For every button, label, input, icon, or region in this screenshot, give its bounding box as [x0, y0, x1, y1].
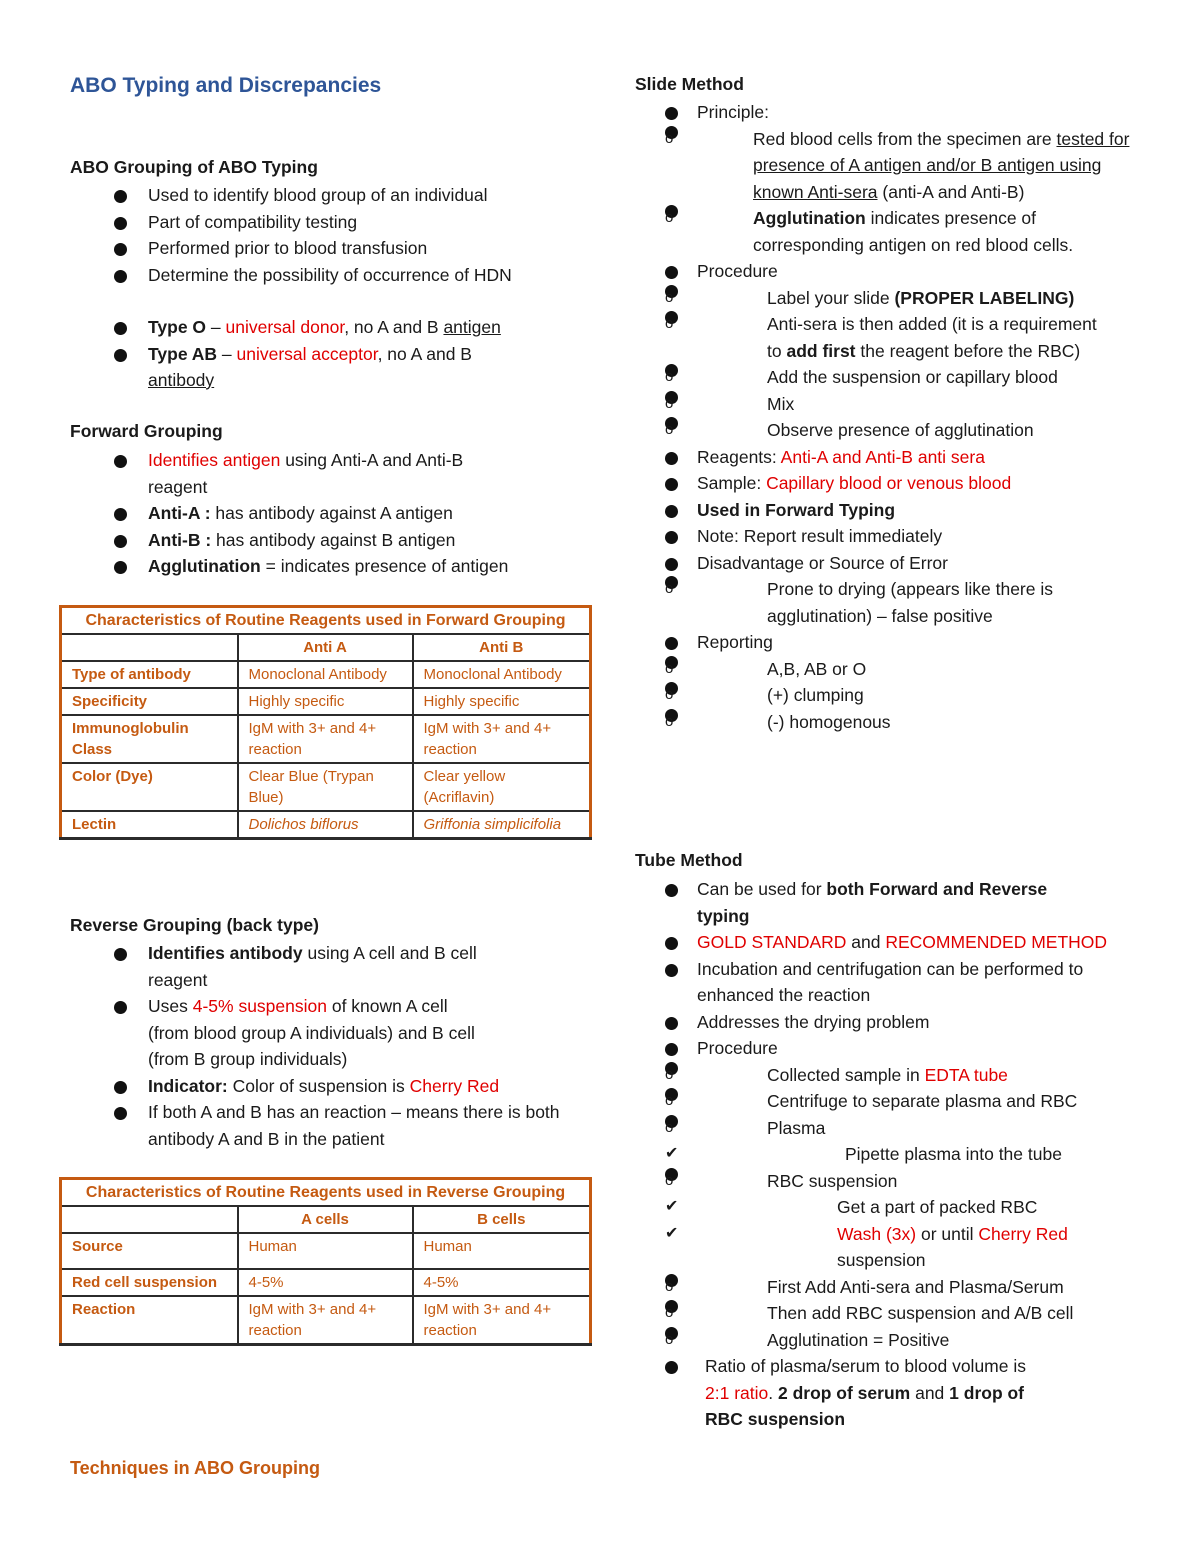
reverse-grouping-list — [70, 940, 570, 1152]
list-item: Part of compatibility testing — [70, 209, 600, 236]
abo-grouping-heading: ABO Grouping of ABO Typing — [70, 157, 318, 177]
table-row: Lectin Dolichos biflorus Griffonia simplicifolia — [61, 811, 591, 839]
list-item: Uses 4-5% suspension of known A cell (from blood group A individuals) and B cell (from B group individuals) — [70, 993, 488, 1073]
list-item: o Centrifuge to separate plasma and RBC — [635, 1088, 1135, 1115]
table-header: Anti A — [238, 634, 413, 661]
list-item: Agglutination = indicates presence of antigen — [70, 553, 520, 580]
check-item: ✔ Get a part of packed RBC — [635, 1194, 1135, 1221]
list-item: If both A and B has an reaction – means there is both antibody A and B in the patient — [70, 1099, 568, 1152]
list-item: o Mix — [635, 391, 1135, 418]
list-item: o Then add RBC suspension and A/B cell — [635, 1300, 1135, 1327]
list-item: Addresses the drying problem — [635, 1009, 1135, 1036]
tube-method-heading: Tube Method — [635, 850, 743, 870]
list-item: Used to identify blood group of an individual — [70, 182, 600, 209]
forward-reagents-table — [59, 605, 592, 840]
list-item: o Prone to drying (appears like there is agglutination) – false positive — [635, 576, 1107, 629]
check-item: ✔ Wash (3x) or until Cherry Red suspension — [635, 1221, 1105, 1274]
table-row: Immunoglobulin Class IgM with 3+ and 4+ reaction IgM with 3+ and 4+ reaction — [61, 715, 591, 763]
list-item: Anti-A : has antibody against A antigen — [70, 500, 520, 527]
reverse-grouping-heading: Reverse Grouping (back type) — [70, 915, 319, 935]
table-caption: Characteristics of Routine Reagents used in Forward Grouping — [61, 607, 591, 635]
list-item: GOLD STANDARD and RECOMMENDED METHOD — [635, 929, 1135, 956]
list-item-procedure: Procedure o Label your slide (PROPER LABELING) o Anti-sera is then added (it is a requirement to add first the reagent before the RBC) o Add the suspension or capillary blood o Mix o Observe presence of agglutination — [635, 258, 1135, 444]
tube-method-list — [635, 876, 1135, 1433]
list-item: Used in Forward Typing — [635, 497, 1135, 524]
list-item: Can be used for both Forward and Reverse typing — [635, 876, 1097, 929]
list-item-rbc: o RBC suspension ✔ Get a part of packed RBC ✔ Wash (3x) or until Cherry Red suspension — [635, 1168, 1135, 1274]
list-item: o Agglutination indicates presence of corresponding antigen on red blood cells. — [635, 205, 1135, 258]
list-item: Sample: Capillary blood or venous blood — [635, 470, 1135, 497]
table-header — [61, 634, 238, 661]
table-row: Red cell suspension 4-5% 4-5% — [61, 1269, 591, 1296]
forward-grouping-list — [70, 447, 520, 580]
table-header: B cells — [413, 1206, 591, 1233]
list-item: Indicator: Color of suspension is Cherry Red — [70, 1073, 570, 1100]
list-item: Identifies antibody using A cell and B cell reagent — [70, 940, 488, 993]
list-item: o Red blood cells from the specimen are tested for presence of A antigen and/or B antigen using known Anti-sera (anti-A and Anti-B) — [635, 126, 1135, 206]
page-title: ABO Typing and Discrepancies — [70, 74, 382, 97]
abo-grouping-list — [70, 182, 600, 394]
list-item-type-ab: Type AB – universal acceptor, no A and B antibody — [70, 341, 478, 394]
slide-method-list — [635, 99, 1135, 735]
list-item: Identifies antigen using Anti-A and Anti-B reagent — [70, 447, 520, 500]
list-item-principle: Principle: o Red blood cells from the specimen are tested for presence of A antigen and/or B antigen using known Anti-sera (anti-A and Anti-B) o Agglutination indicates presence of corresponding antigen on red blood cells. — [635, 99, 1135, 258]
table-header: Anti B — [413, 634, 591, 661]
list-item: Reagents: Anti-A and Anti-B anti sera — [635, 444, 1135, 471]
table-row: Type of antibody Monoclonal Antibody Monoclonal Antibody — [61, 661, 591, 688]
techniques-heading: Techniques in ABO Grouping — [70, 1458, 320, 1478]
slide-method-heading: Slide Method — [635, 74, 744, 94]
list-item: Anti-B : has antibody against B antigen — [70, 527, 520, 554]
list-item-procedure: Procedure o Collected sample in EDTA tube o Centrifuge to separate plasma and RBC o Plasma ✔ Pipette plasma into the tube o RBC suspension ✔ Get a part of packed RBC ✔ Wash (3x) or until Cherry Red suspension o First Add Anti-sera and Plasma/Serum o Then add RBC suspension and A/B cell o Agglutination = Positive — [635, 1035, 1135, 1353]
list-item-reporting: Reporting o A,B, AB or O o (+) clumping o (-) homogenous — [635, 629, 1135, 735]
list-item: o Add the suspension or capillary blood — [635, 364, 1135, 391]
list-item: o A,B, AB or O — [635, 656, 1135, 683]
list-item: o Agglutination = Positive — [635, 1327, 1135, 1354]
list-item: o Collected sample in EDTA tube — [635, 1062, 1135, 1089]
list-item: o Observe presence of agglutination — [635, 417, 1135, 444]
list-item-type-o: Type O – universal donor, no A and B antigen — [70, 314, 600, 341]
check-item: ✔ Pipette plasma into the tube — [635, 1141, 1135, 1168]
table-header — [61, 1206, 238, 1233]
list-item: Performed prior to blood transfusion — [70, 235, 600, 262]
list-item: o Anti-sera is then added (it is a requirement to add first the reagent before the RBC) — [635, 311, 1097, 364]
list-item: o (-) homogenous — [635, 709, 1135, 736]
list-item: Incubation and centrifugation can be performed to enhanced the reaction — [635, 956, 1127, 1009]
table-row: Source Human Human — [61, 1233, 591, 1269]
list-item: Determine the possibility of occurrence of HDN — [70, 262, 600, 289]
list-item-plasma: o Plasma ✔ Pipette plasma into the tube — [635, 1115, 1135, 1168]
table-header: A cells — [238, 1206, 413, 1233]
list-item: Note: Report result immediately — [635, 523, 1135, 550]
table-row: Color (Dye) Clear Blue (Trypan Blue) Clear yellow (Acriflavin) — [61, 763, 591, 811]
list-item-ratio: Ratio of plasma/serum to blood volume is 2:1 ratio. 2 drop of serum and 1 drop of RBC suspension — [635, 1353, 1035, 1433]
list-item: o (+) clumping — [635, 682, 1135, 709]
table-row: Reaction IgM with 3+ and 4+ reaction IgM with 3+ and 4+ reaction — [61, 1296, 591, 1345]
list-item-disadvantage: Disadvantage or Source of Error o Prone to drying (appears like there is agglutination) – false positive — [635, 550, 1135, 630]
reverse-reagents-table — [59, 1177, 592, 1346]
table-caption: Characteristics of Routine Reagents used in Reverse Grouping — [61, 1179, 591, 1207]
table-row: Specificity Highly specific Highly specific — [61, 688, 591, 715]
list-item: o First Add Anti-sera and Plasma/Serum — [635, 1274, 1135, 1301]
list-item: o Label your slide (PROPER LABELING) — [635, 285, 1135, 312]
forward-grouping-heading: Forward Grouping — [70, 421, 223, 441]
